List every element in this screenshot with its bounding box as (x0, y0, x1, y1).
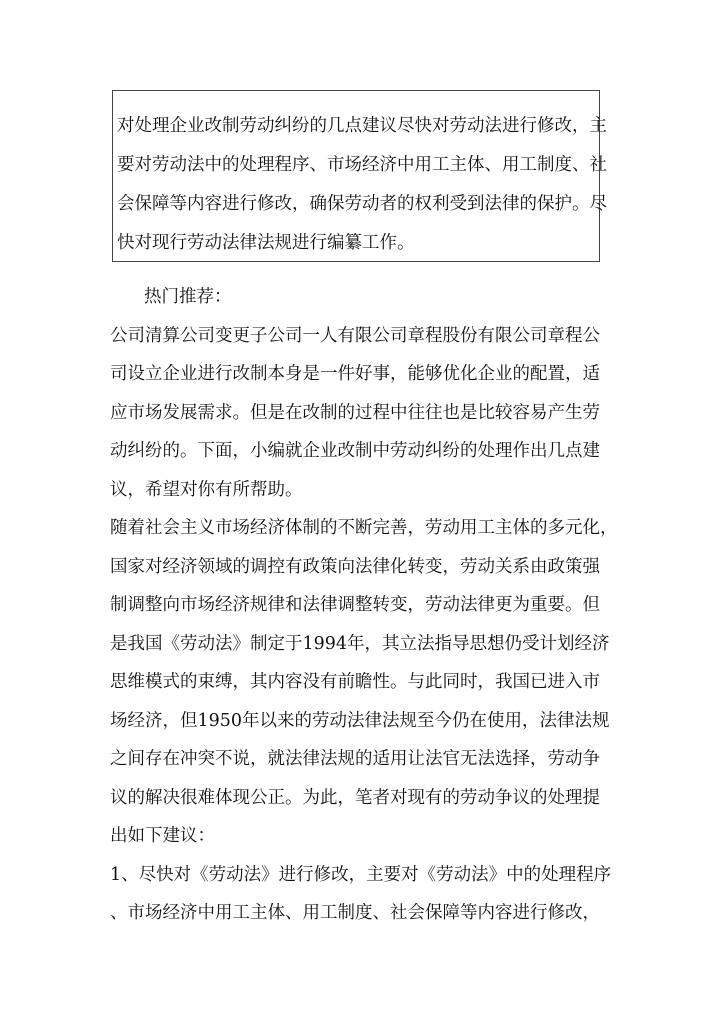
body-line: 是我国《劳动法》制定于1994年，其立法指导思想仍受计划经济 (110, 633, 610, 654)
summary-line: 对处理企业改制劳动纠纷的几点建议尽快对劳动法进行修改，主 (117, 116, 607, 136)
body-line: 思维模式的束缚，其内容没有前瞻性。与此同时，我国已进入市 (110, 672, 600, 692)
body-line: 出如下建议： (110, 826, 215, 846)
hot-recommend-label: 热门推荐： (144, 287, 232, 307)
body-line: 议，希望对你有所帮助。 (110, 479, 303, 500)
summary-line: 快对现行劳动法律法规进行编纂工作。 (117, 233, 415, 253)
body-line: 、市场经济中用工主体、用工制度、社会保障等内容进行修改， (110, 903, 600, 923)
body-line: 场经济，但1950年以来的劳动法律法规至今仍在使用，法律法规 (110, 710, 610, 731)
body-line: 司设立企业进行改制本身是一件好事，能够优化企业的配置，适 (110, 364, 600, 384)
body-line: 制调整向市场经济规律和法律调整转变，劳动法律更为重要。但 (110, 595, 600, 615)
summary-line: 会保障等内容进行修改，确保劳动者的权利受到法律的保护。尽 (117, 194, 607, 214)
body-line: 议的解决很难体现公正。为此，笔者对现有的劳动争议的处理提 (110, 787, 600, 808)
body-line: 随着社会主义市场经济体制的不断完善，劳动用工主体的多元化， (110, 518, 618, 538)
body-text (110, 278, 620, 933)
body-line: 动纠纷的。下面，小编就企业改制中劳动纠纷的处理作出几点建 (110, 441, 600, 461)
body-line: 之间存在冲突不说，就法律法规的适用让法官无法选择，劳动争 (110, 749, 600, 769)
summary-box (112, 90, 607, 262)
body-line: 公司清算公司变更子公司一人有限公司章程股份有限公司章程公 (110, 325, 600, 346)
body-line: 1、尽快对《劳动法》进行修改，主要对《劳动法》中的处理程序 (110, 864, 612, 885)
body-line: 应市场发展需求。但是在改制的过程中往往也是比较容易产生劳 (110, 402, 600, 423)
summary-line: 要对劳动法中的处理程序、市场经济中用工主体、用工制度、社 (117, 155, 607, 175)
body-line: 国家对经济领域的调控有政策向法律化转变，劳动关系由政策强 (110, 556, 600, 577)
